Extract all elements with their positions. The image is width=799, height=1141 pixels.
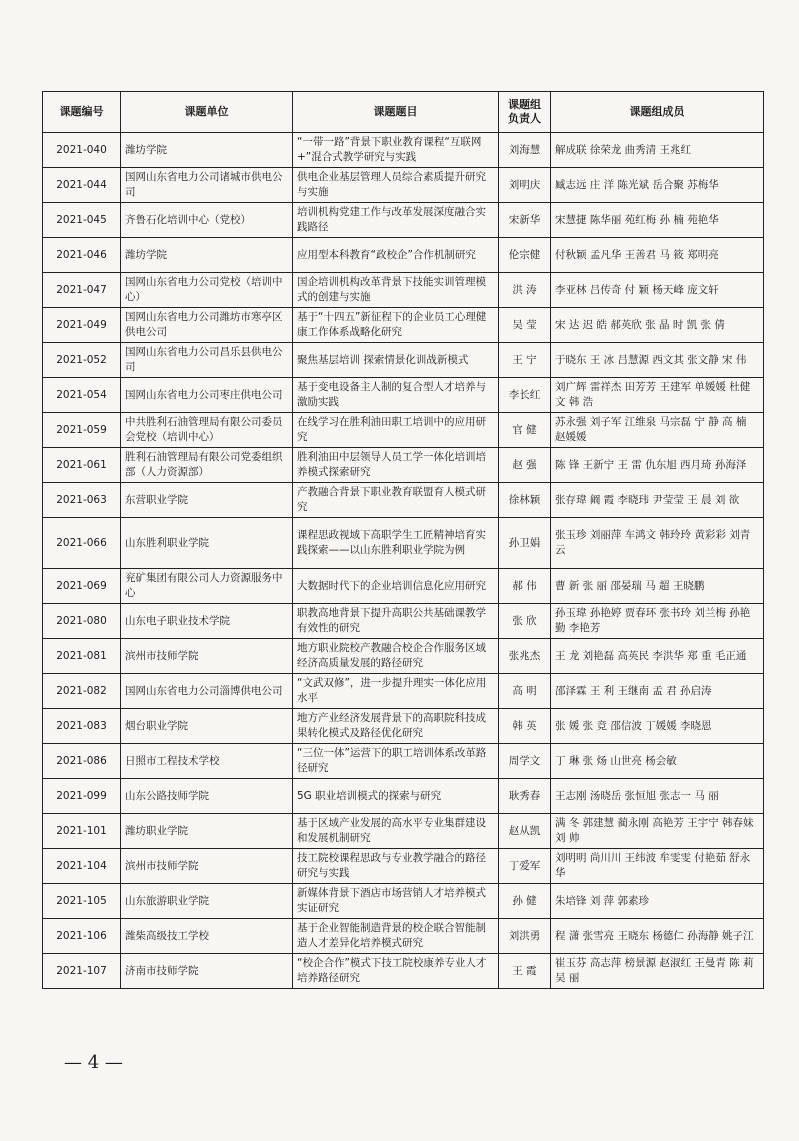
- table-row: [43, 378, 764, 413]
- unit-cell: 兖矿集团有限公司人力资源服务中心: [121, 569, 293, 604]
- unit-cell: 潍坊学院: [121, 133, 293, 168]
- unit-cell: 国网山东省电力公司淄博供电公司: [121, 674, 293, 709]
- topic-cell: 新媒体背景下酒店市场营销人才培养模式实证研究: [293, 884, 499, 919]
- unit-cell: 滨州市技师学院: [121, 639, 293, 674]
- project-id-cell: 2021-107: [43, 954, 121, 989]
- unit-cell: 山东胜利职业学院: [121, 518, 293, 569]
- table-row: [43, 273, 764, 308]
- leader-cell: 伦宗健: [499, 238, 551, 273]
- members-cell: 解成联 徐荣龙 曲秀清 王兆红: [551, 133, 764, 168]
- unit-cell: 日照市工程技术学校: [121, 744, 293, 779]
- table-row: [43, 674, 764, 709]
- project-id-cell: 2021-106: [43, 919, 121, 954]
- project-id-cell: 2021-080: [43, 604, 121, 639]
- table-row: [43, 203, 764, 238]
- project-id-cell: 2021-047: [43, 273, 121, 308]
- topic-cell: 在线学习在胜利油田职工培训中的应用研究: [293, 413, 499, 448]
- project-id-cell: 2021-066: [43, 518, 121, 569]
- header-topic: 课题题目: [293, 92, 499, 133]
- leader-cell: 耿秀春: [499, 779, 551, 814]
- leader-cell: 丁爱军: [499, 849, 551, 884]
- project-id-cell: 2021-044: [43, 168, 121, 203]
- leader-cell: 孙卫娟: [499, 518, 551, 569]
- leader-cell: 赵 强: [499, 448, 551, 483]
- project-id-cell: 2021-059: [43, 413, 121, 448]
- unit-cell: 潍坊职业学院: [121, 814, 293, 849]
- project-id-cell: 2021-105: [43, 884, 121, 919]
- members-cell: 付秋颖 孟凡华 王善君 马 筱 郑明亮: [551, 238, 764, 273]
- unit-cell: 东营职业学院: [121, 483, 293, 518]
- members-cell: 王志刚 汤晓岳 张恒旭 张志一 马 丽: [551, 779, 764, 814]
- leader-cell: 张 欣: [499, 604, 551, 639]
- members-cell: 于晓东 王 冰 吕慧源 西文其 张文静 宋 伟: [551, 343, 764, 378]
- unit-cell: 国网山东省电力公司潍坊市寒亭区供电公司: [121, 308, 293, 343]
- leader-cell: 李长红: [499, 378, 551, 413]
- leader-cell: 吴 莹: [499, 308, 551, 343]
- project-id-cell: 2021-063: [43, 483, 121, 518]
- unit-cell: 齐鲁石化培训中心（党校）: [121, 203, 293, 238]
- unit-cell: 潍柴高级技工学校: [121, 919, 293, 954]
- table-row: [43, 448, 764, 483]
- leader-cell: 官 健: [499, 413, 551, 448]
- project-id-cell: 2021-082: [43, 674, 121, 709]
- leader-cell: 洪 涛: [499, 273, 551, 308]
- project-id-cell: 2021-104: [43, 849, 121, 884]
- unit-cell: 国网山东省电力公司枣庄供电公司: [121, 378, 293, 413]
- leader-cell: 孙 健: [499, 884, 551, 919]
- members-cell: 满 冬 郭建慧 蔺永刚 高艳芳 王宇宁 韩春妹 刘 帅: [551, 814, 764, 849]
- topic-cell: “文武双修”，进一步提升理实一体化应用水平: [293, 674, 499, 709]
- leader-cell: 宋新华: [499, 203, 551, 238]
- topic-cell: 国企培训机构改革背景下技能实训管理模式的创建与实施: [293, 273, 499, 308]
- table-row: [43, 343, 764, 378]
- unit-cell: 国网山东省电力公司党校（培训中心）: [121, 273, 293, 308]
- header-project-id: 课题编号: [43, 92, 121, 133]
- topic-cell: “校企合作”模式下技工院校康养专业人才培养路径研究: [293, 954, 499, 989]
- project-id-cell: 2021-052: [43, 343, 121, 378]
- unit-cell: 济南市技师学院: [121, 954, 293, 989]
- topic-cell: 供电企业基层管理人员综合素质提升研究与实施: [293, 168, 499, 203]
- leader-cell: 刘洪勇: [499, 919, 551, 954]
- table-row: [43, 814, 764, 849]
- project-id-cell: 2021-046: [43, 238, 121, 273]
- project-id-cell: 2021-069: [43, 569, 121, 604]
- project-id-cell: 2021-061: [43, 448, 121, 483]
- topic-cell: 应用型本科教育“政校企”合作机制研究: [293, 238, 499, 273]
- topic-cell: “三位一体”运营下的职工培训体系改革路径研究: [293, 744, 499, 779]
- page-number: — 4 —: [64, 1052, 123, 1073]
- members-cell: 朱培锋 刘 萍 郭素珍: [551, 884, 764, 919]
- table-row: [43, 849, 764, 884]
- table-row: [43, 308, 764, 343]
- project-id-cell: 2021-099: [43, 779, 121, 814]
- project-id-cell: 2021-081: [43, 639, 121, 674]
- unit-cell: 山东旅游职业学院: [121, 884, 293, 919]
- table-body: [43, 133, 764, 989]
- leader-cell: 刘海慧: [499, 133, 551, 168]
- table-row: [43, 413, 764, 448]
- topic-cell: 技工院校课程思政与专业教学融合的路径研究与实践: [293, 849, 499, 884]
- table-row: [43, 954, 764, 989]
- members-cell: 王 龙 刘艳磊 高英民 李洪华 郑 重 毛正通: [551, 639, 764, 674]
- members-cell: 孙玉瑋 孙艳婷 贾春环 张书玲 刘兰梅 孙艳勤 李艳芳: [551, 604, 764, 639]
- project-id-cell: 2021-054: [43, 378, 121, 413]
- header-leader: 课题组负责人: [499, 92, 551, 133]
- topic-cell: 课程思政视域下高职学生工匠精神培育实践探索——以山东胜利职业学院为例: [293, 518, 499, 569]
- members-cell: 程 潇 张雪亮 王晓东 杨德仁 孙海静 姚子江: [551, 919, 764, 954]
- leader-cell: 周学文: [499, 744, 551, 779]
- unit-cell: 山东电子职业技术学院: [121, 604, 293, 639]
- topic-cell: 基于区域产业发展的高水平专业集群建设和发展机制研究: [293, 814, 499, 849]
- project-id-cell: 2021-045: [43, 203, 121, 238]
- project-table: [42, 91, 764, 989]
- leader-cell: 韩 英: [499, 709, 551, 744]
- leader-cell: 刘明庆: [499, 168, 551, 203]
- table-row: [43, 779, 764, 814]
- unit-cell: 山东公路技师学院: [121, 779, 293, 814]
- project-id-cell: 2021-083: [43, 709, 121, 744]
- members-cell: 李亚林 吕传奇 付 颖 杨天峰 庞文轩: [551, 273, 764, 308]
- table-row: [43, 639, 764, 674]
- table-row: [43, 744, 764, 779]
- topic-cell: 地方职业院校产教融合校企合作服务区域经济高质量发展的路径研究: [293, 639, 499, 674]
- topic-cell: 聚焦基层培训 探索情景化训战新模式: [293, 343, 499, 378]
- members-cell: 曹 新 张 丽 邵晏瑞 马 超 王晓鹏: [551, 569, 764, 604]
- members-cell: 苏永强 刘子军 江维泉 马宗磊 宁 静 高 楠 赵媛媛: [551, 413, 764, 448]
- unit-cell: 国网山东省电力公司昌乐县供电公司: [121, 343, 293, 378]
- table-row: [43, 569, 764, 604]
- leader-cell: 郝 伟: [499, 569, 551, 604]
- members-cell: 崔玉芬 高志萍 榜景源 赵淑红 王曼青 陈 莉 吴 丽: [551, 954, 764, 989]
- members-cell: 刘广辉 雷祥杰 田芳芳 王建军 单媛媛 杜健文 韩 浩: [551, 378, 764, 413]
- topic-cell: 5G 职业培训模式的探索与研究: [293, 779, 499, 814]
- leader-cell: 高 明: [499, 674, 551, 709]
- leader-cell: 王 宁: [499, 343, 551, 378]
- topic-cell: “一带一路”背景下职业教育课程“互联网+”混合式教学研究与实践: [293, 133, 499, 168]
- members-cell: 宋 达 迟 皓 郝英欣 张 晶 时 凯 张 倩: [551, 308, 764, 343]
- project-id-cell: 2021-040: [43, 133, 121, 168]
- topic-cell: 大数据时代下的企业培训信息化应用研究: [293, 569, 499, 604]
- table-row: [43, 133, 764, 168]
- leader-cell: 张兆杰: [499, 639, 551, 674]
- unit-cell: 潍坊学院: [121, 238, 293, 273]
- unit-cell: 国网山东省电力公司诸城市供电公司: [121, 168, 293, 203]
- members-cell: 丁 琳 张 炀 山世亮 杨会敏: [551, 744, 764, 779]
- table-row: [43, 709, 764, 744]
- members-cell: 张玉珍 刘丽萍 车鸿文 韩玲玲 黄彩彩 刘青云: [551, 518, 764, 569]
- leader-cell: 徐林颖: [499, 483, 551, 518]
- topic-cell: 产教融合背景下职业教育联盟育人模式研究: [293, 483, 499, 518]
- table-row: [43, 604, 764, 639]
- members-cell: 张 媛 张 竞 邵信波 丁媛媛 李晓恩: [551, 709, 764, 744]
- project-id-cell: 2021-049: [43, 308, 121, 343]
- topic-cell: 基于企业智能制造背景的校企联合智能制造人才差异化培养模式研究: [293, 919, 499, 954]
- topic-cell: 培训机构党建工作与改革发展深度融合实践路径: [293, 203, 499, 238]
- topic-cell: 地方产业经济发展背景下的高职院科技成果转化模式及路径优化研究: [293, 709, 499, 744]
- unit-cell: 烟台职业学院: [121, 709, 293, 744]
- members-cell: 刘明明 尚川川 王纬波 牟雯雯 付艳茹 舒永华: [551, 849, 764, 884]
- table-row: [43, 168, 764, 203]
- unit-cell: 中共胜利石油管理局有限公司委员会党校（培训中心）: [121, 413, 293, 448]
- header-members: 课题组成员: [551, 92, 764, 133]
- leader-cell: 王 霞: [499, 954, 551, 989]
- members-cell: 邵泽霖 王 利 王继南 孟 君 孙启涛: [551, 674, 764, 709]
- topic-cell: 基于“十四五”新征程下的企业员工心理健康工作体系战略化研究: [293, 308, 499, 343]
- table-row: [43, 919, 764, 954]
- topic-cell: 胜利油田中层领导人员工学一体化培训培养模式探索研究: [293, 448, 499, 483]
- table-header-row: [43, 92, 764, 133]
- members-cell: 臧志远 庄 洋 陈光斌 岳合聚 苏梅华: [551, 168, 764, 203]
- leader-cell: 赵从凯: [499, 814, 551, 849]
- members-cell: 宋慧捷 陈华丽 苑红梅 孙 楠 苑艳华: [551, 203, 764, 238]
- project-id-cell: 2021-086: [43, 744, 121, 779]
- header-unit: 课题单位: [121, 92, 293, 133]
- unit-cell: 滨州市技师学院: [121, 849, 293, 884]
- topic-cell: 职教高地背景下提升高职公共基础课教学有效性的研究: [293, 604, 499, 639]
- unit-cell: 胜利石油管理局有限公司党委组织部（人力资源部）: [121, 448, 293, 483]
- table-row: [43, 238, 764, 273]
- members-cell: 陈 锋 王新宁 王 雷 仇东旭 西月琦 孙海泽: [551, 448, 764, 483]
- members-cell: 张存瑋 阚 霞 李晓玮 尹莹莹 王 晨 刘 欲: [551, 483, 764, 518]
- table-row: [43, 518, 764, 569]
- table-row: [43, 483, 764, 518]
- topic-cell: 基于变电设备主人制的复合型人才培养与激励实践: [293, 378, 499, 413]
- project-id-cell: 2021-101: [43, 814, 121, 849]
- table-row: [43, 884, 764, 919]
